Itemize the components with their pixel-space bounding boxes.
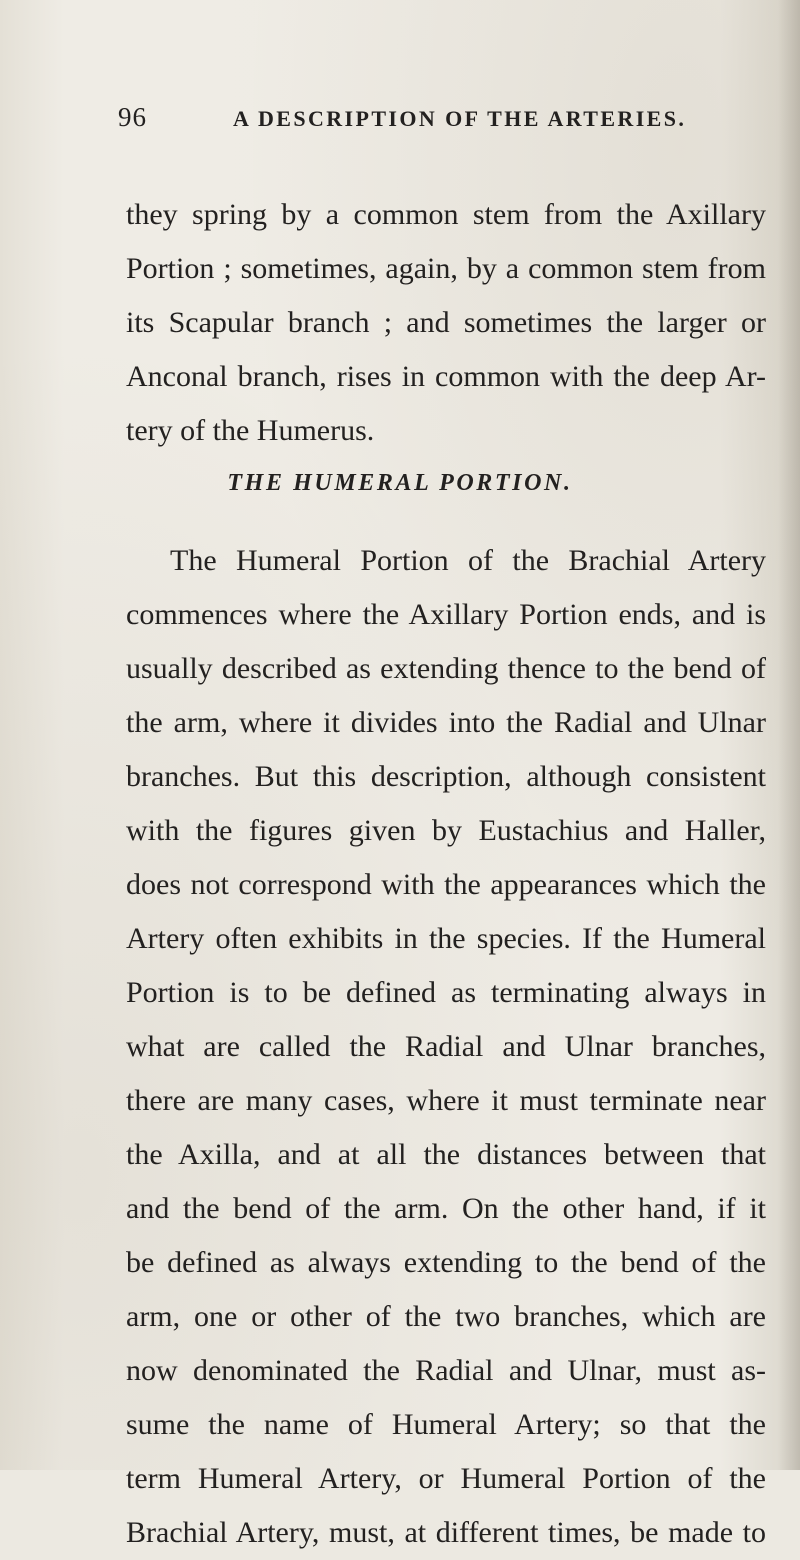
text-line: what are called the Radial and Ulnar branches,	[126, 1030, 766, 1063]
text-line: now denominated the Radial and Ulnar, must as-	[126, 1354, 766, 1387]
text-line: sume the name of Humeral Artery; so that the	[126, 1408, 766, 1441]
page-edge-shadow	[778, 0, 800, 1470]
text-line: tery of the Humerus.	[126, 414, 375, 447]
text-line: term Humeral Artery, or Humeral Portion of the	[126, 1462, 766, 1495]
text-line: arm, one or other of the two branches, which are	[126, 1300, 766, 1333]
text-line: Portion ; sometimes, again, by a common stem from	[126, 252, 766, 285]
text-line: Portion is to be defined as terminating always in	[126, 976, 766, 1009]
text-line: they spring by a common stem from the Axillary	[126, 198, 766, 231]
text-line: Artery often exhibits in the species. If the Humeral	[126, 922, 766, 955]
text-line: with the figures given by Eustachius and Haller,	[126, 814, 766, 847]
text-line: commences where the Axillary Portion ends, and is	[126, 598, 766, 631]
text-line: branches. But this description, although consistent	[126, 760, 766, 793]
text-line: the arm, where it divides into the Radial and Ulnar	[126, 706, 766, 739]
text-line: and the bend of the arm. On the other hand, if it	[126, 1192, 766, 1225]
page-number: 96	[118, 102, 147, 132]
section-heading: THE HUMERAL PORTION.	[227, 470, 573, 496]
text-line: its Scapular branch ; and sometimes the larger or	[126, 306, 766, 339]
text-line: Brachial Artery, must, at different times, be made to	[126, 1516, 766, 1549]
body-paragraph	[126, 534, 766, 1560]
text-line: be defined as always extending to the bend of the	[126, 1246, 766, 1279]
intro-paragraph	[126, 188, 766, 458]
page-header	[118, 102, 778, 136]
running-head: A DESCRIPTION OF THE ARTERIES.	[233, 106, 687, 131]
text-line: Anconal branch, rises in common with the deep Ar-	[126, 360, 766, 393]
text-line: there are many cases, where it must terminate near	[126, 1084, 766, 1117]
text-line: usually described as extending thence to the bend of	[126, 652, 766, 685]
text-line: the Axilla, and at all the distances between that	[126, 1138, 766, 1171]
text-line: The Humeral Portion of the Brachial Artery	[170, 544, 766, 577]
text-line: does not correspond with the appearances which the	[126, 868, 766, 901]
